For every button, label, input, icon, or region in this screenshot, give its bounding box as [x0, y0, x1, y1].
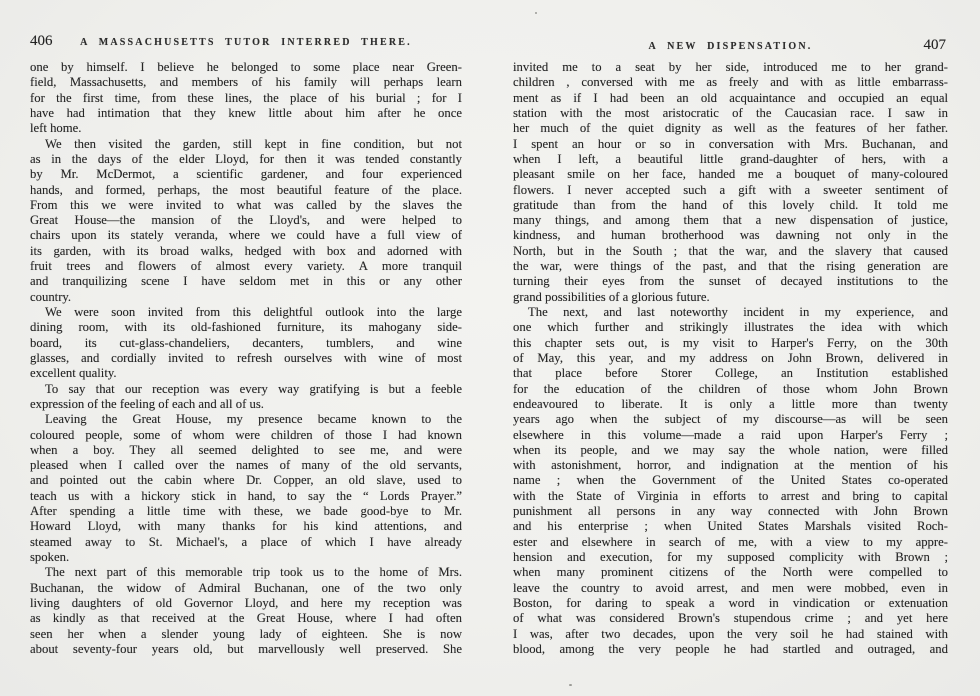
text-line: for the education of the children of those whom John Brown: [513, 381, 948, 396]
text-line: Great House—the mansion of the Lloyd's, and were helped to: [30, 213, 462, 228]
left-page-text: [30, 60, 462, 657]
left-page: [30, 0, 462, 696]
text-line: when I left, a beautiful little grand-daughter of hers, with a: [513, 151, 948, 166]
text-line: endeavoured to liberate. It is only a little more than twenty: [513, 396, 948, 411]
text-line: station with the most aristocratic of the Caucasian race. I saw in: [513, 105, 948, 120]
text-line: To say that our reception was every way gratifying is but a feeble: [45, 381, 462, 396]
text-line: when its people, and we may say the whole nation, were filled: [513, 442, 948, 457]
text-line: her much of the quiet dignity as well as the features of her father.: [513, 121, 948, 136]
text-line: glasses, and cordially invited to refresh ourselves with wine of most: [30, 350, 462, 365]
text-line: children , conversed with me as freely and with as little embarrass-: [513, 75, 948, 90]
text-line: field, Massachusetts, and members of his family will perhaps learn: [30, 75, 462, 90]
text-line: punishment all persons in any way connected with John Brown: [513, 504, 948, 519]
right-page-header: [513, 37, 948, 57]
text-line: gratitude than from the hand of this lovely child. It told me: [513, 197, 948, 212]
text-line: and his enterprise ; when United States Marshals visited Roch-: [513, 519, 948, 534]
text-line: and tranquilizing scene I have seldom met in this or any other: [30, 274, 462, 289]
text-line: by Mr. McDermot, a scientific gardener, and four experienced: [30, 167, 462, 182]
text-line: elsewhere in this volume—made a raid upon Harper's Ferry ;: [513, 427, 948, 442]
text-line: board, its cut-glass-chandeliers, decanters, tumblers, and wine: [30, 335, 462, 350]
text-line: spoken.: [30, 550, 70, 564]
text-line: one which further and strikingly illustrates the idea with which: [513, 320, 948, 335]
text-line: turning their eyes from the sunset of decayed institutions to the: [513, 274, 948, 289]
text-line: teach us with a hickory stick in hand, to say the “ Lords Prayer.”: [30, 488, 462, 503]
text-line: Leaving the Great House, my presence became known to the: [45, 412, 462, 427]
text-line: name ; when the Government of the United States co-operated: [513, 473, 948, 488]
text-line: chairs upon its stately veranda, where we could have a full view of: [30, 228, 462, 243]
text-line: as kindly as that received at the Great House, where I had often: [30, 611, 462, 626]
right-page: [513, 0, 948, 696]
text-line: hension and execution, for my supposed complicity with Brown ;: [513, 550, 948, 564]
text-line: country.: [30, 289, 72, 304]
text-line: expression of the feeling of each and all of us.: [30, 396, 264, 411]
text-line: steamed away to St. Michael's, a place of which I have already: [30, 534, 462, 549]
text-line: grand possibilities of a glorious future.: [513, 289, 710, 304]
right-page-number: 407: [923, 37, 946, 53]
text-line: seen her when a slender young lady of eighteen. She is now: [30, 626, 462, 641]
text-line: Boston, for daring to speak a word in vindication or extenuation: [513, 595, 948, 610]
text-line: when a boy. They all seemed delighted to see me, and were: [30, 442, 462, 457]
text-line: hands, and formed, perhaps, the most beautiful feature of the place.: [30, 182, 462, 197]
text-line: about seventy-four years old, but marvellously well preserved. She: [30, 641, 462, 656]
text-line: living daughters of old Governor Lloyd, and here my reception was: [30, 595, 462, 610]
text-line: fruit trees and flowers of almost every variety. A more tranquil: [30, 259, 462, 274]
text-line: years ago when the subject of my discourse—as will be seen: [513, 412, 948, 427]
text-line: blood, among the very people he had startled and outraged, and: [513, 641, 948, 656]
text-line: many things, and among them that a new dispensation of justice,: [513, 213, 948, 228]
text-line: one by himself. I believe he belonged to some place near Green-: [30, 60, 462, 74]
text-line: ester and elsewhere in search of me, with a view to my appre-: [513, 534, 948, 549]
text-line: From this we were invited to what was called by the slaves the: [30, 197, 462, 212]
text-line: have had intimation that they knew little about him after he once: [30, 105, 462, 120]
text-line: left home.: [30, 121, 82, 136]
text-line: We then visited the garden, still kept in fine condition, but not: [45, 136, 462, 151]
scan-speck: [535, 12, 537, 14]
text-line: kindness, and human brotherhood was dawning not only in the: [513, 228, 948, 243]
text-line: as in the days of the elder Lloyd, for then it was tended constantly: [30, 151, 462, 166]
scan-speck: [569, 684, 572, 686]
text-line: We were soon invited from this delightful outlook into the large: [45, 305, 462, 319]
text-line: I was, after two decades, upon the very soil he had stained with: [513, 626, 948, 641]
text-line: of May, this year, and my address on John Brown, delivered in: [513, 350, 948, 365]
right-page-text: [513, 60, 948, 657]
text-line: its garden, with its broad walks, hedged with box and adorned with: [30, 243, 462, 258]
text-line: invited me to a seat by her side, introduced me to her grand-: [513, 60, 948, 74]
text-line: ment as if I had been an old acquaintance and occupied an equal: [513, 90, 948, 105]
text-line: the war, were things of the past, and that the rising generation are: [513, 259, 948, 274]
text-line: Howard Lloyd, with many thanks for his kind attentions, and: [30, 519, 462, 534]
text-line: dining room, with its old-fashioned furniture, its mahogany side-: [30, 320, 462, 335]
text-line: flowers. I never accepted such a gift with a sweeter sentiment of: [513, 182, 948, 197]
text-line: with astonishment, horror, and indignation at the mention of his: [513, 458, 948, 473]
left-page-header: [30, 33, 462, 53]
text-line: coloured people, some of whom were children of those I had known: [30, 427, 462, 442]
text-line: After spending a little time with these, we bade good-bye to Mr.: [30, 504, 462, 519]
right-running-head: A NEW DISPENSATION.: [648, 41, 813, 52]
text-line: leave the country to avoid arrest, and men were mobbed, even in: [513, 580, 948, 595]
text-line: when many prominent citizens of the North were compelled to: [513, 565, 948, 580]
text-line: for the first time, from these lines, the place of his burial ; for I: [30, 90, 462, 105]
left-page-number: 406: [30, 33, 53, 49]
text-line: Buchanan, the widow of Admiral Buchanan, one of the two only: [30, 580, 462, 595]
text-line: pleased when I called over the names of many of the old servants,: [30, 458, 462, 473]
text-line: excellent quality.: [30, 366, 117, 381]
text-line: pleasant smile on her face, handed me a bouquet of many-coloured: [513, 167, 948, 182]
text-line: I spent an hour or so in conversation with Mrs. Buchanan, and: [513, 136, 948, 151]
text-line: with the State of Virginia in efforts to arrest and bring to capital: [513, 488, 948, 503]
text-line: of what was considered Brown's stupendous crime ; and yet here: [513, 611, 948, 626]
text-line: The next part of this memorable trip took us to the home of Mrs.: [45, 565, 462, 580]
text-line: The next, and last noteworthy incident in my experience, and: [528, 305, 948, 319]
text-line: North, but in the South ; that the war, and the slavery that caused: [513, 243, 948, 258]
text-line: and pointed out the cabin where Dr. Copper, an old slave, used to: [30, 473, 462, 488]
left-running-head: A MASSACHUSETTS TUTOR INTERRED THERE.: [80, 37, 412, 48]
text-line: this chapter sets out, is my visit to Harper's Ferry, on the 30th: [513, 335, 948, 350]
text-line: that place before Storer College, an Institution established: [513, 366, 948, 381]
